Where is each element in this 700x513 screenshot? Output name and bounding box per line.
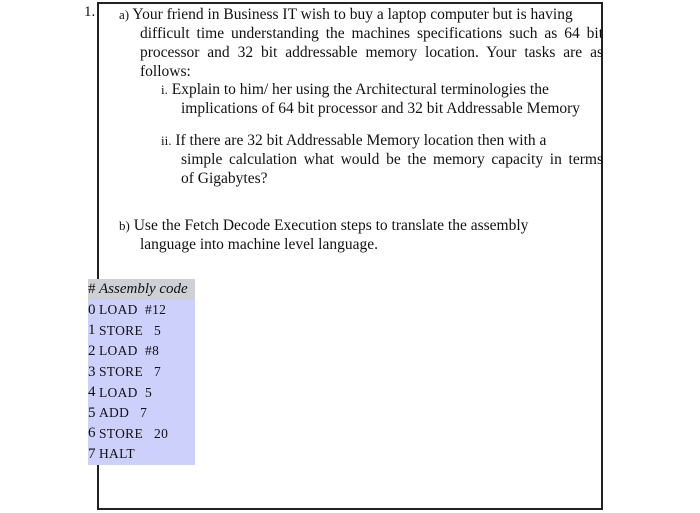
table-row [88, 362, 195, 383]
header-label: Assembly code [99, 281, 188, 297]
assembly-code-table [88, 279, 195, 465]
table-row [88, 444, 195, 465]
table-header [88, 279, 195, 300]
table-row [88, 341, 195, 362]
row-code: STORE 5 [99, 322, 162, 338]
part-b-line-2: language into machine level language. [140, 236, 379, 253]
sub-ii-label: ii. [161, 133, 172, 148]
row-index: 1 [88, 322, 96, 339]
table-row [88, 424, 195, 445]
table-row [88, 321, 195, 342]
header-hash: # [88, 281, 96, 297]
question-number: 1. [84, 4, 96, 20]
part-b-line-1 [119, 216, 528, 235]
row-index: 7 [88, 445, 96, 462]
row-code: LOAD 5 [99, 384, 153, 400]
sub-i-line-2: implications of 64 bit processor and 32 bit Addressable Memory [181, 100, 581, 117]
part-a-line-2: difficult time understanding the machines specifications such as 64 bit [140, 25, 603, 42]
part-a-line-4: follows: [140, 63, 191, 80]
row-index: 4 [88, 384, 96, 401]
part-a-label: a) [119, 7, 130, 22]
sub-i-line-1 [161, 80, 603, 99]
sub-ii-line-3: of Gigabytes? [181, 170, 268, 187]
row-code: STORE 20 [99, 425, 169, 441]
table-row [88, 403, 195, 424]
row-index: 2 [88, 342, 96, 359]
row-code: LOAD #8 [99, 343, 160, 359]
part-a-text-1: Your friend in Business IT wish to buy a laptop computer but is having [132, 6, 573, 23]
sub-i-label: i. [161, 82, 168, 97]
part-a-line-3: processor and 32 bit addressable memory location. Your tasks are as [140, 44, 603, 61]
sub-ii-line-1 [161, 131, 603, 150]
table-row [88, 382, 195, 403]
sub-i-text-1: Explain to him/ her using the Architectural terminologies the [171, 81, 549, 98]
row-code: ADD 7 [99, 405, 148, 421]
part-a-line-1 [119, 5, 603, 24]
row-index: 6 [88, 425, 96, 442]
row-index: 0 [88, 301, 96, 318]
row-index: 5 [88, 404, 96, 421]
table-row [88, 300, 195, 321]
row-index: 3 [88, 363, 96, 380]
part-b-label: b) [119, 218, 130, 233]
sub-ii-text-1: If there are 32 bit Addressable Memory location then with a [175, 132, 547, 149]
row-code: LOAD #12 [99, 302, 167, 318]
row-code: STORE 7 [99, 364, 162, 380]
sub-ii-line-2: simple calculation what would be the memory capacity in terms [181, 151, 603, 168]
row-code: HALT [99, 446, 135, 462]
part-b-text-1: Use the Fetch Decode Execution steps to translate the assembly [133, 217, 529, 234]
